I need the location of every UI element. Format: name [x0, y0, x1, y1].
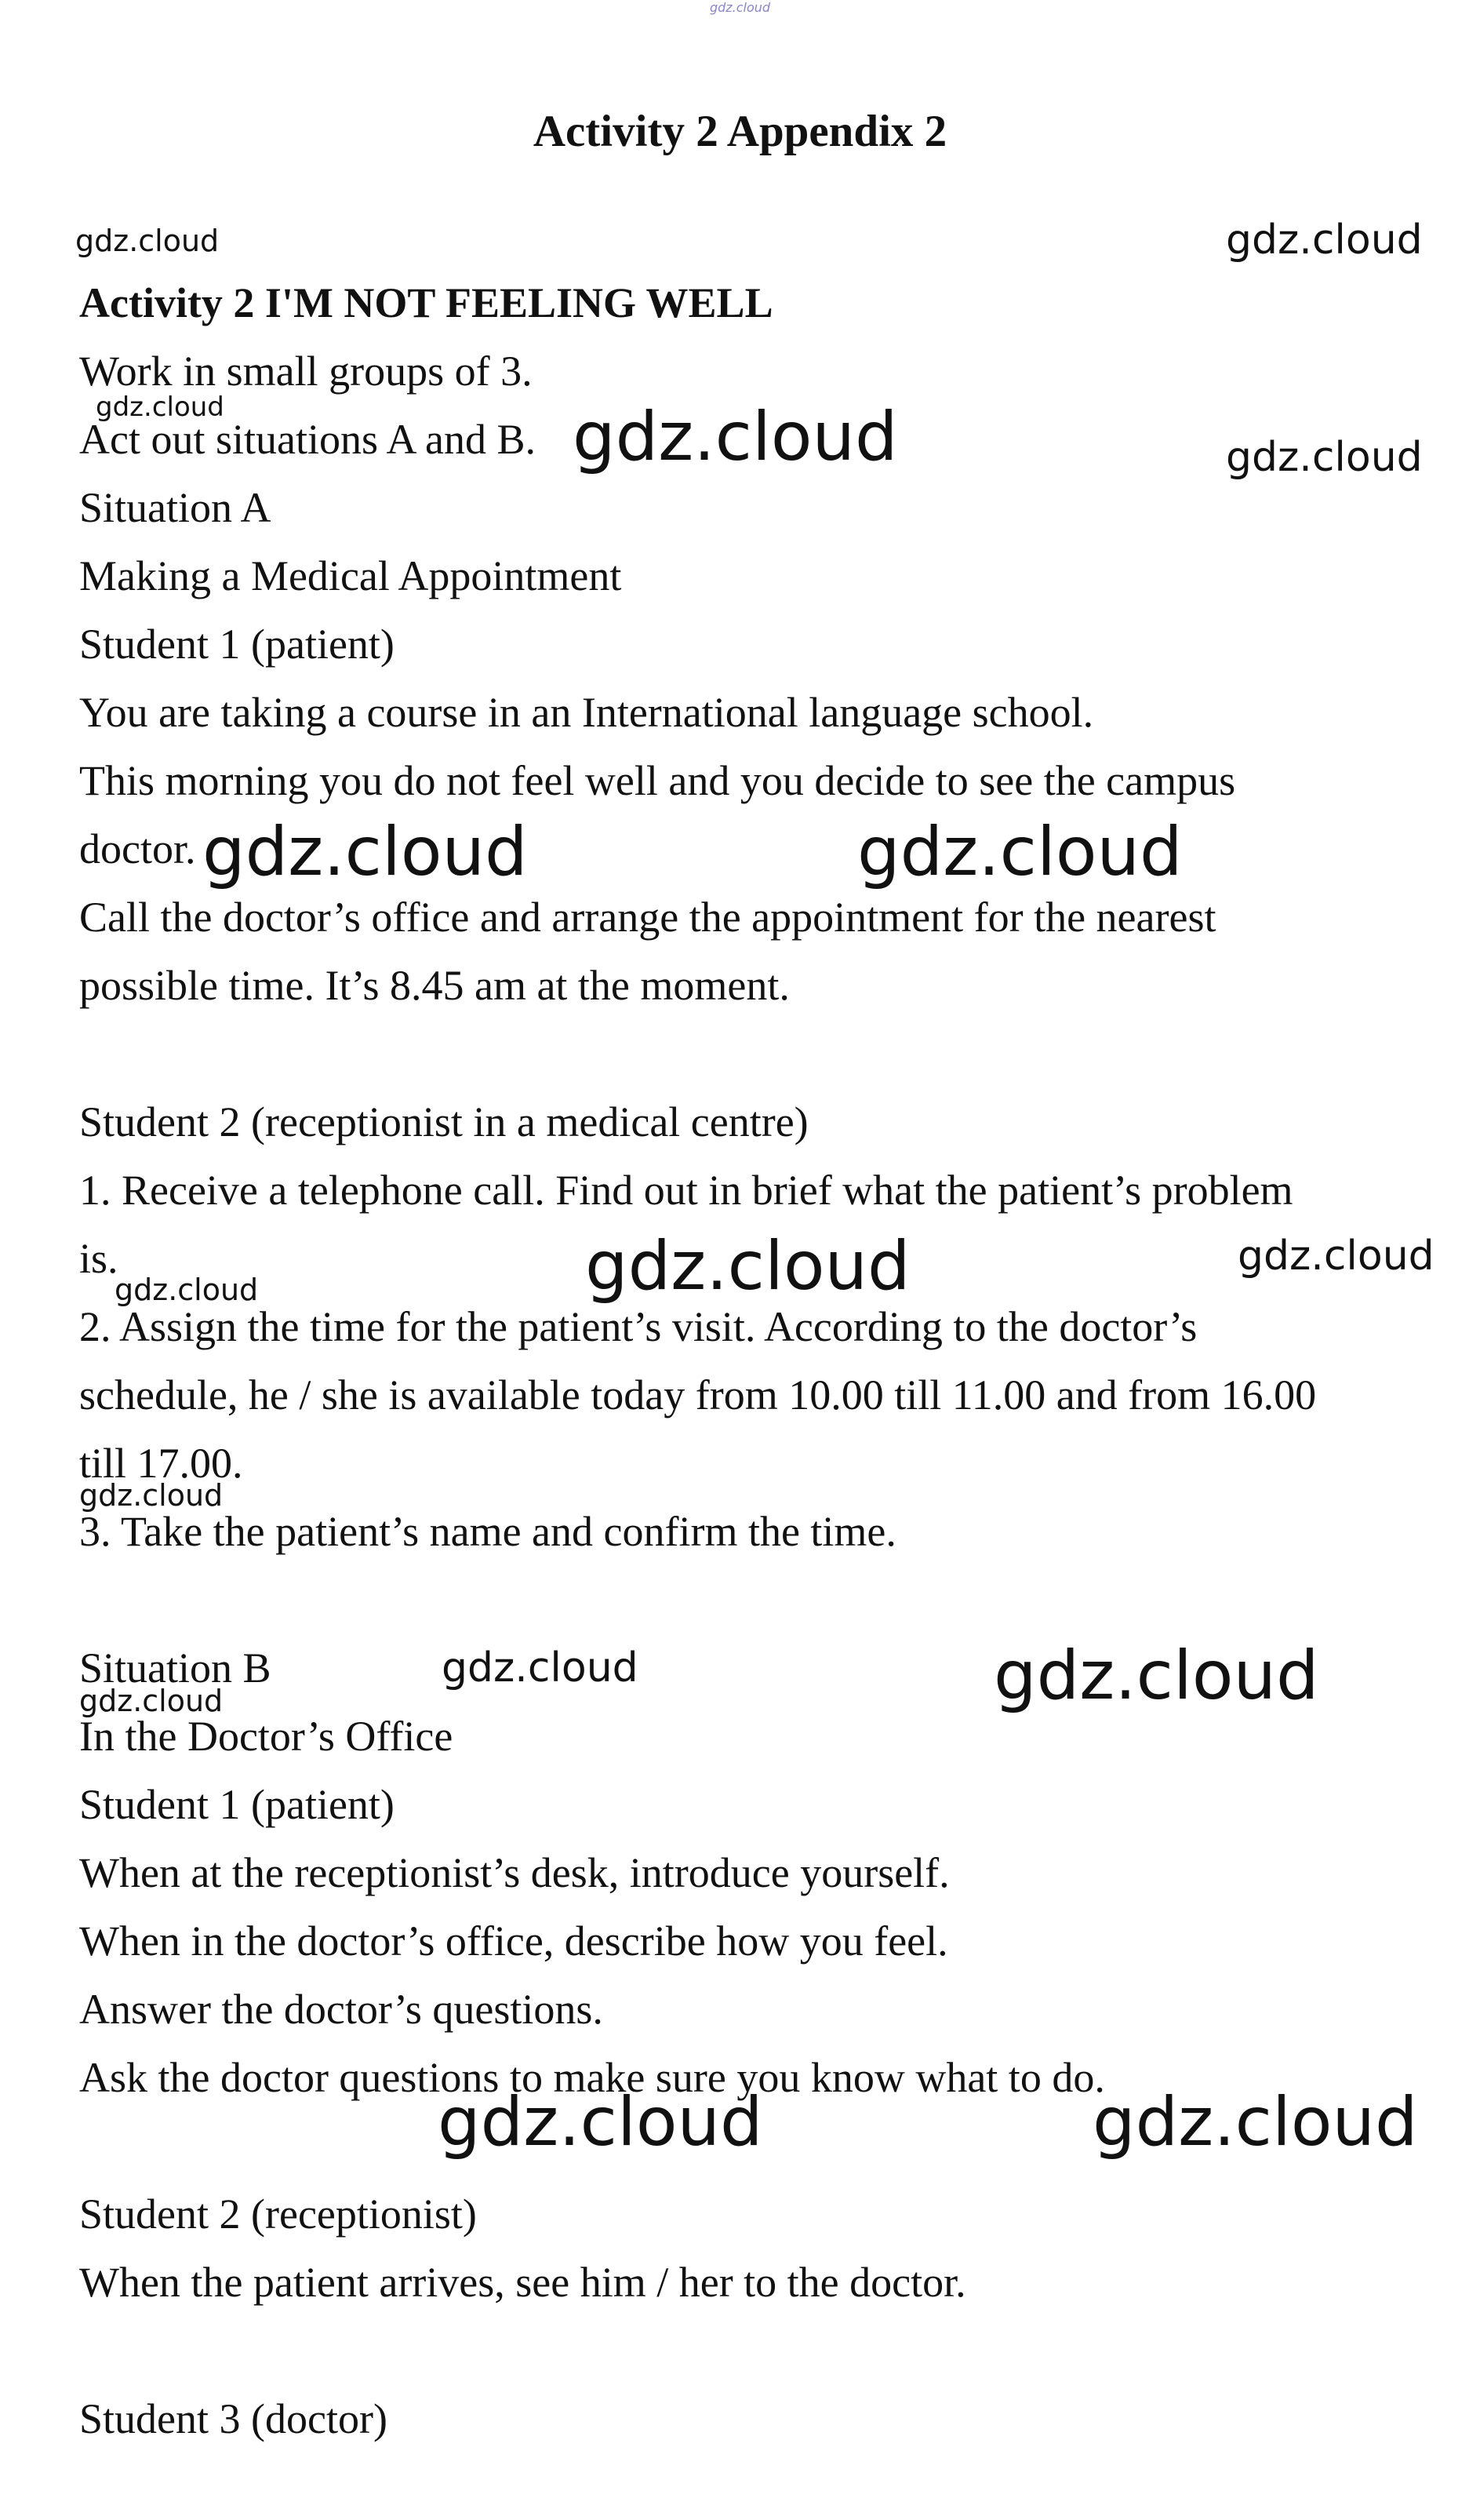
top-watermark: gdz.cloud — [709, 0, 771, 15]
body-text-line: 2. Assign the time for the patient’s visit. According to the doctor’s — [79, 1303, 1198, 1350]
body-text-line: When the patient arrives, see him / her to the doctor. — [79, 2259, 966, 2306]
page-title: Activity 2 Appendix 2 — [533, 107, 947, 156]
body-text-line: schedule, he / she is available today from 10.00 till 11.00 and from 16.00 — [79, 1371, 1317, 1418]
watermark-text: gdz.cloud — [1093, 2083, 1418, 2161]
body-text-line: 1. Receive a telephone call. Find out in brief what the patient’s problem — [79, 1167, 1293, 1214]
watermark-text: gdz.cloud — [857, 813, 1183, 891]
situation-b-title: In the Doctor’s Office — [79, 1713, 453, 1760]
body-text-line: This morning you do not feel well and you decide to see the campus — [79, 757, 1236, 804]
watermark-text: gdz.cloud — [202, 813, 528, 891]
body-text-line: till 17.00. — [79, 1440, 243, 1487]
body-text-line: Ask the doctor questions to make sure you know what to do. — [79, 2054, 1105, 2101]
watermark-text: gdz.cloud — [573, 398, 898, 476]
watermark-text: gdz.cloud — [1226, 434, 1423, 481]
watermark-text: gdz.cloud — [1238, 1233, 1435, 1280]
student-role-heading: Student 1 (patient) — [79, 621, 395, 668]
student-role-heading: Student 2 (receptionist) — [79, 2190, 477, 2238]
instruction-line: Work in small groups of 3. — [79, 348, 533, 395]
watermark-text: gdz.cloud — [1226, 217, 1423, 264]
body-text-line: possible time. It’s 8.45 am at the moment. — [79, 962, 790, 1009]
body-text-line: When in the doctor’s office, describe how you feel. — [79, 1917, 948, 1965]
watermark-text: gdz.cloud — [79, 1684, 224, 1718]
watermark-text: gdz.cloud — [115, 1273, 259, 1307]
body-text-line: is. — [79, 1235, 118, 1282]
watermark-text: gdz.cloud — [79, 1478, 224, 1513]
situation-b-heading: Situation B — [79, 1644, 271, 1692]
student-role-heading: Student 2 (receptionist in a medical centre) — [79, 1098, 809, 1145]
situation-a-title: Making a Medical Appointment — [79, 552, 622, 599]
watermark-text: gdz.cloud — [585, 1227, 911, 1306]
watermark-text: gdz.cloud — [438, 2083, 763, 2161]
body-text-line: doctor. — [79, 825, 196, 872]
body-text-line: When at the receptionist’s desk, introduce yourself. — [79, 1849, 950, 1896]
student-role-heading: Student 3 (doctor) — [79, 2395, 387, 2442]
body-text-line: 3. Take the patient’s name and confirm the time. — [79, 1508, 896, 1555]
body-text-line: You are taking a course in an International language school. — [79, 689, 1094, 736]
instruction-line: Act out situations A and B. — [79, 416, 536, 463]
body-text-line: Answer the doctor’s questions. — [79, 1986, 603, 2033]
watermark-text: gdz.cloud — [75, 224, 220, 258]
watermark-text: gdz.cloud — [442, 1644, 638, 1692]
watermark-text: gdz.cloud — [96, 391, 224, 423]
activity-heading: Activity 2 I'M NOT FEELING WELL — [79, 279, 773, 326]
watermark-text: gdz.cloud — [994, 1637, 1319, 1715]
body-text-line: Call the doctor’s office and arrange the appointment for the nearest — [79, 894, 1216, 941]
situation-a-heading: Situation A — [79, 484, 271, 531]
student-role-heading: Student 1 (patient) — [79, 1781, 395, 1828]
